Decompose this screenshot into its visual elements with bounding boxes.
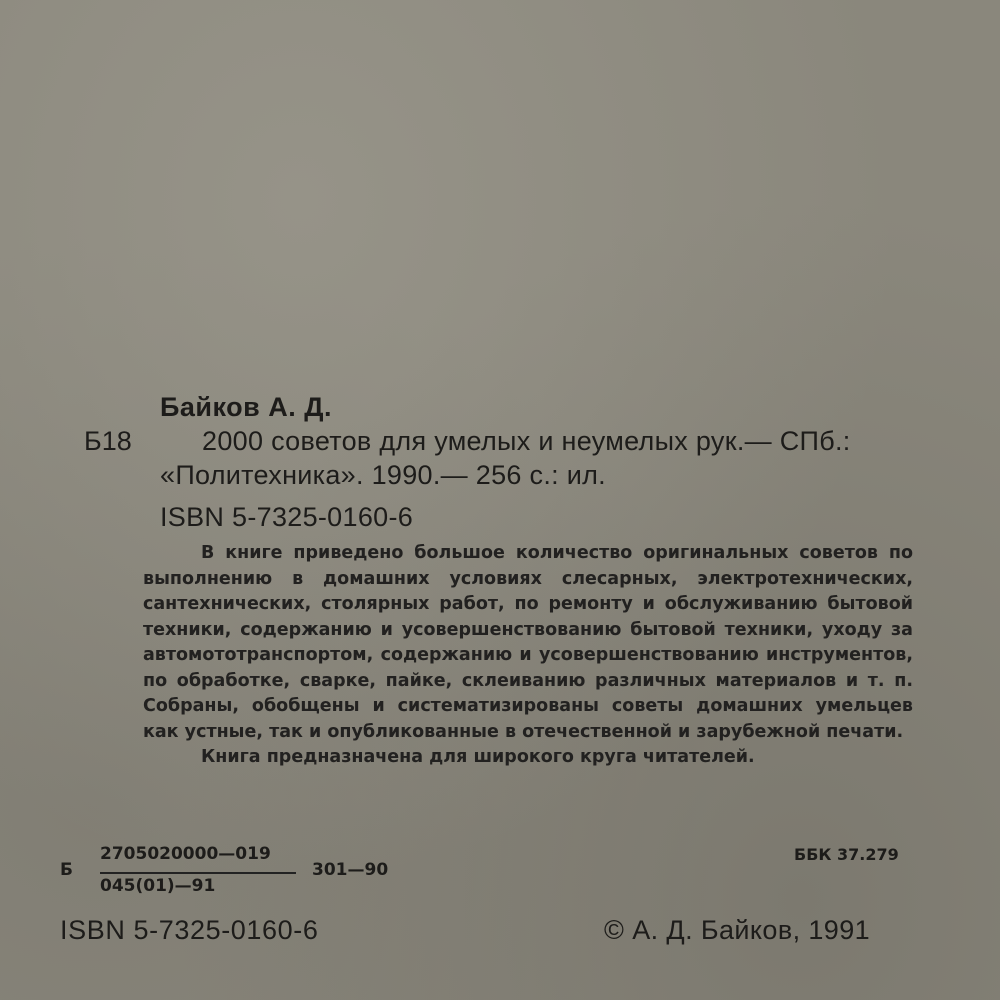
imprint-numerator: 2705020000—019 [100, 844, 271, 864]
catalog-index-code: Б18 [84, 426, 132, 456]
imprint-right-code: 301—90 [312, 860, 389, 880]
title-line-2: «Политехника». 1990.— 256 с.: ил. [160, 460, 606, 490]
title-line-1: 2000 советов для умелых и неумелых рук.— СПб.: [202, 426, 851, 456]
annotation-paragraph-1: В книге приведено большое количество оригинальных советов по выполнению в домашних условиях слесарных, электротехнических, сантехнических, столярных работ, по ремонту и обслуживанию бытовой техники, содержанию и усовершенствованию бытовой техники, уходу за автомототранспортом, содержанию и усовершенствованию инструментов, по обработке, сварке, пайке, склеиванию различных материалов и т. п. Собраны, обобщены и систематизированы советы домашних умельцев как устные, так и опубликованные в отечественной и зарубежной печати. [143, 543, 913, 742]
fraction-line [100, 872, 296, 874]
bbk-code: ББК 37.279 [794, 845, 899, 864]
catalog-isbn: ISBN 5-7325-0160-6 [160, 502, 414, 532]
copyright-notice: © А. Д. Байков, 1991 [604, 915, 871, 945]
annotation-paragraph-2: Книга предназначена для широкого круга читателей. [201, 747, 755, 767]
annotation-text [143, 541, 913, 771]
imprint-letter: Б [60, 860, 73, 880]
author-name: Байков А. Д. [160, 392, 333, 422]
imprint-isbn: ISBN 5-7325-0160-6 [60, 915, 319, 945]
imprint-denominator: 045(01)—91 [100, 876, 216, 896]
